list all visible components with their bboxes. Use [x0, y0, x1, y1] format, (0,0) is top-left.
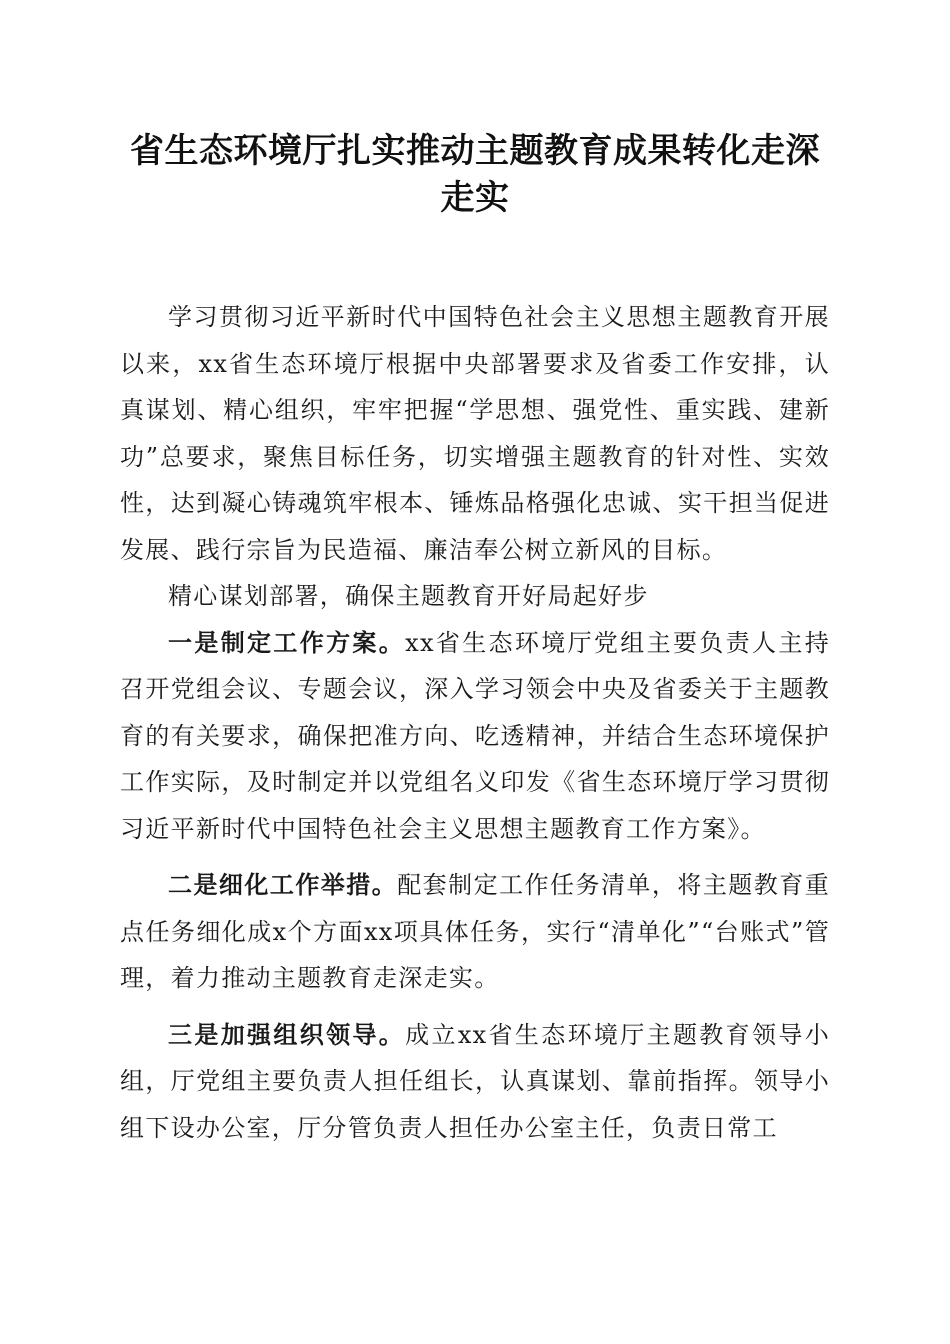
point-text-1: xx省生态环境厅党组主要负责人主持召开党组会议、专题会议，深入学习领会中央及省委关于主题教育的有关要求，确保把准方向、吃透精神，并结合生态环境保护工作实际，及时制定并以党组名义印发《省生态环境厅学习贯彻习近平新时代中国特色社会主义思想主题教育工作方案》。	[120, 628, 830, 843]
point-lead-1: 一是制定工作方案。	[168, 627, 406, 657]
point-text-3: 成立xx省生态环境厅主题教育领导小组，厅党组主要负责人担任组长，认真谋划、靠前指挥。领导小组下设办公室，厅分管负责人担任办公室主任，负责日常工	[120, 1020, 830, 1142]
point-paragraph-2	[120, 862, 830, 1002]
document-title: 省生态环境厅扎实推动主题教育成果转化走深走实	[130, 131, 820, 218]
point-paragraph-3	[120, 1012, 830, 1152]
section-heading: 精心谋划部署，确保主题教育开好局起好步	[168, 582, 649, 610]
point-lead-2: 二是细化工作举措。	[168, 870, 398, 899]
point-paragraph-1	[120, 620, 830, 853]
point-text-2: 配套制定工作任务清单，将主题教育重点任务细化成x个方面xx项具体任务，实行“清单化”“台账式”管理，着力推动主题教育走深走实。	[120, 871, 830, 992]
point-lead-3: 三是加强组织领导。	[168, 1019, 406, 1049]
document-page	[120, 128, 830, 1151]
intro-paragraph: 学习贯彻习近平新时代中国特色社会主义思想主题教育开展以来，xx省生态环境厅根据中央部署要求及省委工作安排，认真谋划、精心组织，牢牢把握“学思想、强党性、重实践、建新功”总要求，聚焦目标任务，切实增强主题教育的针对性、实效性，达到凝心铸魂筑牢根本、锤炼品格强化忠诚、实干担当促进发展、践行宗旨为民造福、廉洁奉公树立新风的目标。	[120, 303, 830, 564]
